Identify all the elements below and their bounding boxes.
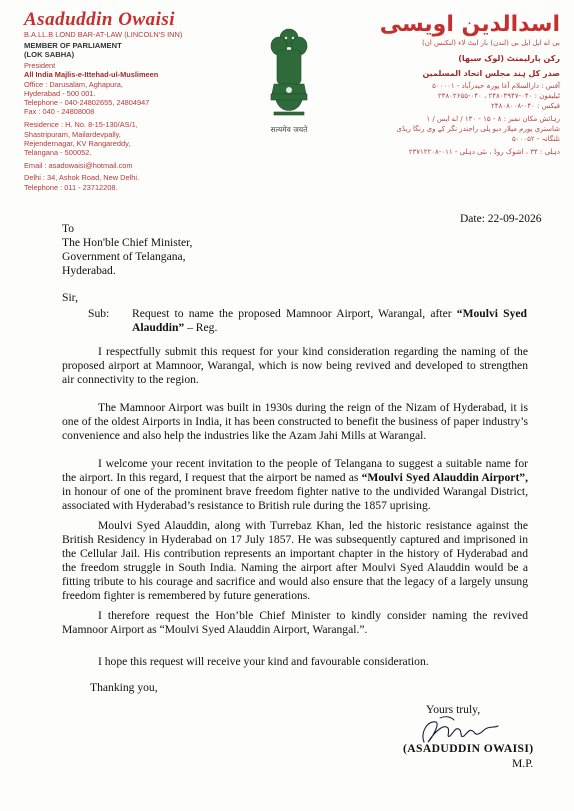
recipient-address [62, 222, 362, 278]
letterhead-president: President [24, 61, 56, 71]
letterhead-delhi-1: Delhi : 34, Ashok Road, New Delhi. [24, 173, 140, 183]
letterhead-office-2: Hyderabad - 500 001. [24, 88, 96, 98]
subject-text-plain: Request to name the proposed Mamnoor Airport, Warangal, after [132, 307, 457, 320]
subject-text-suffix: – Reg. [184, 321, 218, 334]
letterhead-degrees: B.A.LL.B LOND BAR-AT-LAW (LINCOLN'S INN) [24, 30, 183, 39]
salutation: Sir, [62, 291, 78, 304]
letterhead-delhi-2: Telephone : 011 - 23712208. [24, 182, 118, 192]
paragraph-2: The Mamnoor Airport was built in 1930s during the reign of the Nizam of Hyderabad, it is one of the oldest Airports in India, it has been constructed to benefit the business of paper industry’s convenience and also help the industries like the Azam Jahi Mills at Warangal. [62, 401, 528, 442]
letterhead-office-4: Fax : 040 - 24808008 [24, 107, 95, 117]
letterhead-res-2: Shastripuram, Mailardevpally, [24, 129, 121, 139]
urdu-name: اسدالدین اویسی [379, 12, 560, 37]
letterhead-name: Asaduddin Owaisi [24, 9, 176, 30]
urdu-phone: ٹیلیفون : ۰۴۰-۲۴۸۰۴۹۴۷ ، ۰۴۰-۲۴۸۰۲۶۵۵ [437, 92, 560, 100]
recipient-line-1: To [62, 222, 75, 235]
letterhead-res-4: Telangana - 500052. [24, 148, 92, 158]
urdu-fax: فیکس : ۰۴۰-۲۴۸۰۸۰۰۸ [491, 102, 560, 110]
subject-text-bold: “Moulvi Syed Alauddin” [132, 307, 527, 334]
subject-text [132, 307, 527, 335]
letterhead-urdu [368, 12, 560, 157]
urdu-office: آفس : دارالسلام آغا پورہ حیدرآباد - ۵۰۰۰۰۱ [432, 82, 560, 90]
letterhead-res-3: Rejendernagar, KV Rangareddy, [24, 138, 131, 148]
paragraph-5: I therefore request the Hon’ble Chief Minister to kindly consider naming the revived Mamnoor Airport as “Moulvi Syed Alauddin Airport, Warangal.”. [62, 609, 528, 636]
closing-yours: Yours truly, [426, 703, 481, 716]
urdu-member: رکن پارلیمنٹ (لوک سبھا) [458, 54, 560, 63]
paragraph-3-end: in honour of one of the prominent brave freedom fighter native to the undivided Warangal District, associated with Hyderabad’s resistance to British rule during the 1857 uprising. [62, 485, 528, 512]
signatory-name: (ASADUDDIN OWAISI) [403, 742, 534, 755]
urdu-res-3: تلنگانہ - ۵۰۰۰۵۲ [512, 135, 560, 143]
recipient-line-3: Government of Telangana, [62, 250, 186, 263]
letterhead-office-3: Telephone - 040-24802655, 24804947 [24, 98, 150, 108]
urdu-res-1: رہائش مکان نمبر : ۸ - ۱۵ - ۱۳۰ / اے ایس / ۱ [426, 115, 560, 123]
letterhead-house: (LOK SABHA) [24, 50, 75, 60]
letterhead-member: MEMBER OF PARLIAMENT [24, 41, 122, 51]
recipient-line-2: The Hon'ble Chief Minister, [62, 236, 193, 249]
paragraph-3-bold: “Moulvi Syed Alauddin Airport”, [361, 471, 529, 484]
letterhead-res-1: Residence : H. No. 8-15-130/AS/1, [24, 120, 138, 130]
letter-date: Date: 22-09-2026 [460, 213, 542, 225]
subject-label: Sub: [88, 307, 110, 320]
letterhead-party: All India Majlis-e-Ittehad-ul-Muslimeen [24, 70, 159, 80]
paragraph-6: I hope this request will receive your kind and favourable consideration. [98, 655, 429, 668]
paragraph-3 [62, 457, 528, 513]
urdu-delhi: دہلی : ۳۴ ، اشوک روڈ ، نئی دہلی - ۰۱۱-۲۳۷۱۲۲۰۸ [408, 148, 560, 156]
national-emblem-icon [266, 24, 312, 134]
letterhead-email: Email : asadowaisi@hotmail.com [24, 161, 133, 171]
urdu-degrees: بی اے ایل ایل بی (لندن) بار ایٹ لاء (لنکنس ان) [422, 39, 560, 47]
letterhead-office-1: Office : Darusalam, Aghapura, [24, 79, 123, 89]
signatory-title: M.P. [512, 757, 534, 770]
paragraph-1: I respectfully submit this request for your kind consideration regarding the naming of the proposed airport at Mamnoor, Warangal, which is now being revived and developed to strengthen air connectivity to the region. [62, 345, 528, 386]
closing-thanks: Thanking you, [90, 681, 158, 694]
paragraph-4: Moulvi Syed Alauddin, along with Turrebaz Khan, led the historic resistance against the British Residency in Hyderabad on 17 July 1857. He was subsequently captured and imprisoned in the Cellular Jail. His contribution represents an important chapter in the history of Hyderabad and the freedom struggle in South India. Naming the airport after Moulvi Syed Alauddin would be a fitting tribute to his courage and sacrifice and would also ensure that the legacy of a largely unsung freedom fighter is remembered by future generations. [62, 519, 528, 602]
recipient-line-4: Hyderabad. [62, 264, 116, 277]
urdu-res-2: شاستری پورم میلار دیو پلی راجندر نگر کے وی رنگا ریڈی [396, 125, 560, 133]
emblem-motto: सत्यमेव जयते [270, 125, 308, 134]
paragraph-3-start: I welcome your recent invitation to the people of Telangana to suggest a suitable name for the airport. In this regard, I request that the airport be named as [62, 457, 528, 484]
urdu-party: صدر کل ہند مجلس اتحاد المسلمین [422, 69, 560, 78]
letterhead-english [24, 10, 244, 192]
